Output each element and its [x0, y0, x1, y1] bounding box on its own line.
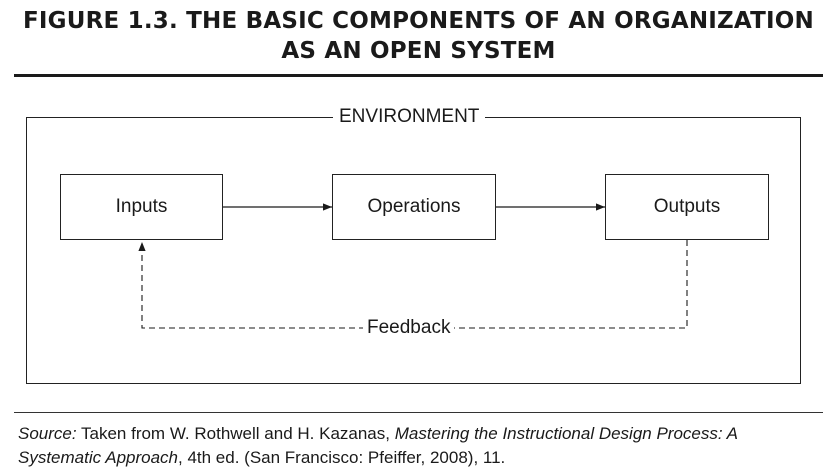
source-book-title: Mastering the Instructional Design Process: A Systematic Approach — [18, 424, 738, 467]
node-inputs-label: Inputs — [115, 196, 168, 217]
figure-title-line-2: AS AN OPEN SYSTEM — [281, 38, 556, 64]
source-prefix: Source: — [18, 424, 77, 443]
node-operations — [332, 174, 496, 240]
figure-title-line-1: FIGURE 1.3. THE BASIC COMPONENTS OF AN ORGANIZATION — [23, 8, 814, 34]
environment-label: ENVIRONMENT — [333, 106, 485, 128]
node-operations-label: Operations — [367, 196, 461, 217]
node-inputs — [60, 174, 223, 240]
feedback-label: Feedback — [363, 317, 454, 339]
source-text-1: Taken from W. Rothwell and H. Kazanas, — [76, 424, 395, 443]
source-rule — [14, 412, 823, 413]
node-outputs — [605, 174, 769, 240]
feedback-loop-path — [142, 240, 687, 328]
node-outputs-label: Outputs — [653, 196, 721, 217]
source-text-2: , 4th ed. (San Francisco: Pfeiffer, 2008), 11. — [178, 448, 506, 467]
source-citation — [18, 422, 823, 470]
